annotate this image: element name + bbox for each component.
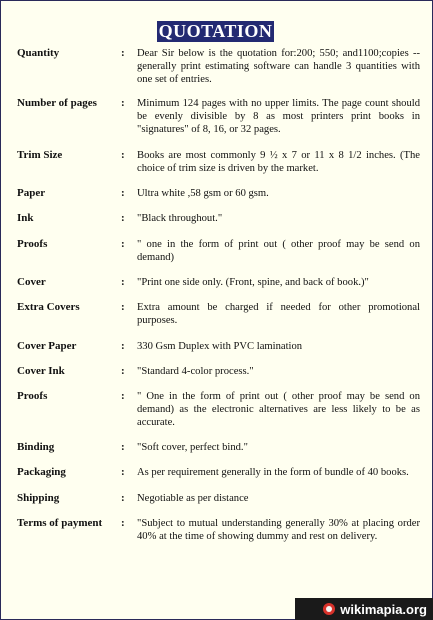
row-colon: : <box>121 187 125 199</box>
row-value: "Print one side only. (Front, spine, and back of book.)" <box>137 277 369 288</box>
row-value: "Standard 4-color process." <box>137 366 254 377</box>
row-value: " One in the form of print out ( other proof may be send on demand) as the electronic alternatives are less likely to be as accurate. <box>137 391 420 428</box>
row-colon: : <box>121 441 125 453</box>
row-label: Shipping <box>17 492 60 504</box>
watermark-text: wikimapia.org <box>340 601 427 617</box>
row-value: Dear Sir below is the quotation for:200; 550; and1100;copies -- generally print estimating software can handle 3 quantities with one set of entries. <box>137 48 420 85</box>
row-colon: : <box>121 276 125 288</box>
row-colon: : <box>121 149 125 161</box>
row-value: "Subject to mutual understanding generally 30% at placing order 40% at the time of showing dummy and rest on delivery. <box>137 518 420 542</box>
row-colon: : <box>121 492 125 504</box>
row-label: Paper <box>17 187 46 199</box>
row-value: Books are most commonly 9 ½ x 7 or 11 x 8 1/2 inches. (The choice of trim size is driven by the market. <box>137 150 420 174</box>
wikimapia-logo-icon <box>323 603 335 615</box>
row-value: Minimum 124 pages with no upper limits. The page count should be evenly divisible by 8 as most printers print books in "signatures" of 8, 16, or 32 pages. <box>137 98 420 135</box>
row-label: Cover Paper <box>17 340 77 352</box>
row-colon: : <box>121 466 125 478</box>
row-label: Trim Size <box>17 149 63 161</box>
row-colon: : <box>121 212 125 224</box>
row-value: 330 Gsm Duplex with PVC lamination <box>137 341 303 352</box>
row-colon: : <box>121 390 125 402</box>
page-title <box>157 21 274 42</box>
row-value: Ultra white ,58 gsm or 60 gsm. <box>137 188 269 199</box>
row-value: "Soft cover, perfect bind." <box>137 442 248 453</box>
title-text: QUOTATION <box>158 21 273 41</box>
row-label: Packaging <box>17 466 66 478</box>
row-value: As per requirement generally in the form of bundle of 40 books. <box>137 467 409 478</box>
row-label: Binding <box>17 441 55 453</box>
row-colon: : <box>121 47 125 59</box>
row-colon: : <box>121 365 125 377</box>
row-value: Negotiable as per distance <box>137 493 249 504</box>
row-label: Extra Covers <box>17 301 80 313</box>
row-label: Terms of payment <box>17 517 103 529</box>
row-colon: : <box>121 97 125 109</box>
row-label: Proofs <box>17 238 48 250</box>
row-label: Cover Ink <box>17 365 65 377</box>
row-label: Ink <box>17 212 34 224</box>
row-label: Proofs <box>17 390 48 402</box>
wikimapia-watermark <box>295 598 433 620</box>
row-colon: : <box>121 340 125 352</box>
row-label: Quantity <box>17 47 60 59</box>
row-value: " one in the form of print out ( other proof may be send on demand) <box>137 239 420 263</box>
row-label: Cover <box>17 276 46 288</box>
row-value: "Black throughout." <box>137 213 223 224</box>
row-colon: : <box>121 301 125 313</box>
row-value: Extra amount be charged if needed for other promotional purposes. <box>137 302 420 326</box>
row-colon: : <box>121 517 125 529</box>
row-colon: : <box>121 238 125 250</box>
row-label: Number of pages <box>17 97 97 109</box>
